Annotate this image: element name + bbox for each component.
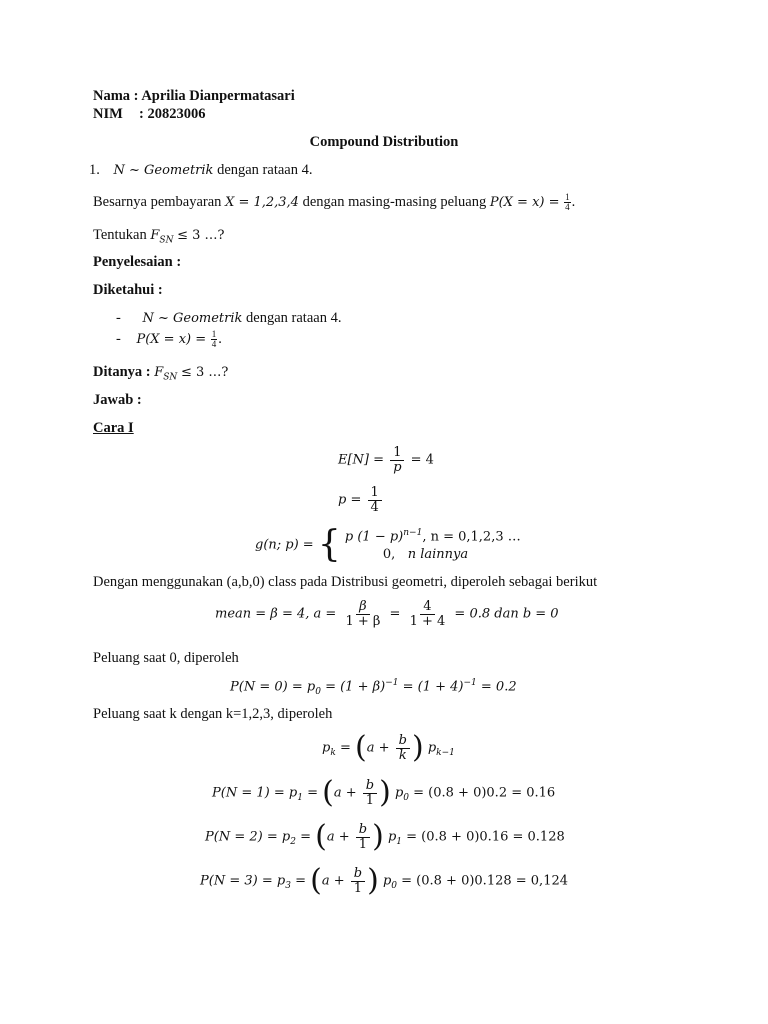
question-fsn: $F_{SN}$ xyxy=(150,228,174,246)
problem-statement xyxy=(89,162,312,179)
pn3-equation: $P(N = 3) = p_3 = (a$ + $\frac{b}{1}$ ) $p_0 = (0.8 + 0)0.128 = 0,124$ xyxy=(200,863,569,898)
question-expr: ≤ 3 …? xyxy=(177,228,225,243)
abo-text: Dengan menggunakan (a,b,0) class pada Distribusi geometri, diperoleh sebagai berikut xyxy=(93,574,598,590)
problem-distribution-suffix: dengan rataan 4. xyxy=(217,162,313,178)
pk-equation: $p_k = (a$ + $\frac{b}{k}$ ) $p_{k-1}$ xyxy=(322,730,455,765)
student-nim-value: : 20823006 xyxy=(139,106,206,122)
problem-number: 1. xyxy=(89,162,100,178)
asked-line: Ditanya : $F_{SN} \le 3$ …? xyxy=(93,364,229,383)
method-heading: Cara I xyxy=(93,420,134,436)
payment-mid: dengan masing-masing peluang xyxy=(302,193,487,210)
answer-heading: Jawab : xyxy=(93,392,142,408)
expectation-equation: E[N] = $\frac{1}{p}$ = 4 xyxy=(338,445,434,475)
known-item-2-fraction: $\frac{1}{4}$ xyxy=(211,329,217,349)
pmf-equation: g(n; p) = { p $(1 - p)^{n-1}$, n = 0,1,2,3 … 0, n lainnya xyxy=(255,524,521,566)
student-name: Nama : Aprilia Dianpermatasari xyxy=(93,88,295,104)
p0-text: Peluang saat 0, diperoleh xyxy=(93,650,239,666)
p0-equation: $P(N = 0) = p_0 = (1 + \beta)^{-1} = (1 + 4)^{-1} = 0.2$ xyxy=(230,678,517,697)
payment-fraction: $\frac{1}{4}$ xyxy=(565,192,570,212)
question-line xyxy=(93,227,224,246)
pn1-equation: $P(N = 1) = p_1 = (a$ + $\frac{b}{1}$ ) $p_0 = (0.8 + 0)0.2 = 0.16$ xyxy=(212,775,556,810)
payment-text: Besarnya pembayaran xyxy=(93,193,222,210)
student-nim-label: NIM xyxy=(93,106,123,122)
pk-text: Peluang saat k dengan k=1,2,3, diperoleh xyxy=(93,706,333,722)
problem-distribution: N ~ Geometrik xyxy=(113,163,214,178)
page-title: Compound Distribution xyxy=(309,134,459,150)
known-heading: Diketahui : xyxy=(93,282,163,298)
solution-heading: Penyelesaian : xyxy=(93,254,182,270)
mean-equation: mean = β = 4, a = $\frac{\beta}{1 + \beta}$ = $\frac{4}{1 + 4}$ = 0.8 dan b = 0 xyxy=(215,599,559,629)
payment-line: Besarnya pembayaran X = 1,2,3,4 dengan masing-masing peluang P(X = x) = $\frac{1}{4}$ . xyxy=(93,192,576,212)
payment-values: X = 1,2,3,4 xyxy=(225,194,299,210)
p-equation: p = $\frac{1}{4}$ xyxy=(338,486,384,514)
question-text: Tentukan xyxy=(93,227,147,243)
asked-fsn: $F_{SN}$ xyxy=(154,365,178,383)
known-item-2: - P(X = x) = $\frac{1}{4}$ . xyxy=(116,329,222,349)
known-item-1: - N ~ Geometrik dengan rataan 4. xyxy=(116,310,342,326)
pn2-equation: $P(N = 2) = p_2 = (a$ + $\frac{b}{1}$ ) $p_1 = (0.8 + 0)0.16 = 0.128$ xyxy=(205,819,565,854)
payment-prob: P(X = x) = xyxy=(489,194,560,210)
